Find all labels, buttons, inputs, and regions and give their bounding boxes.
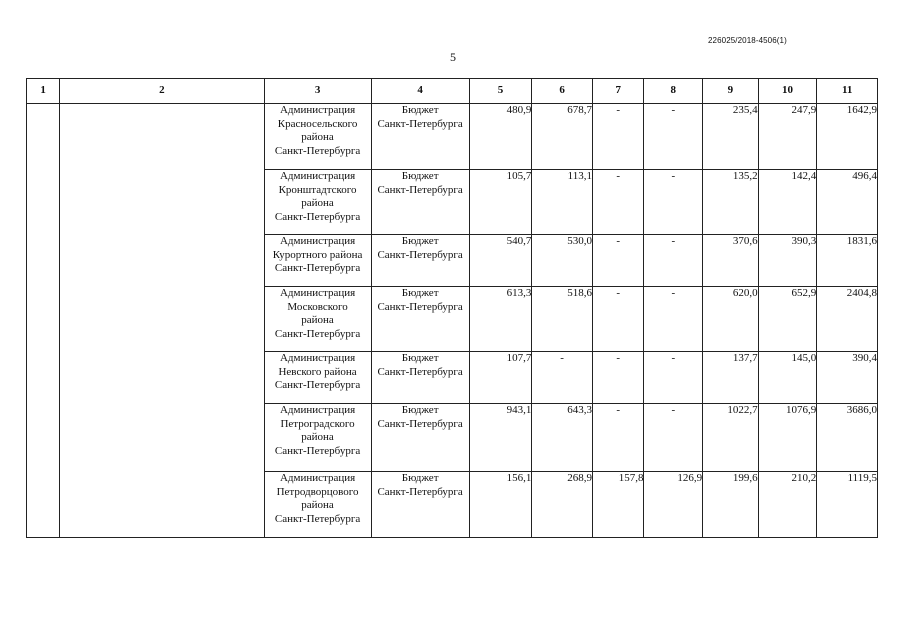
organization-line: Санкт-Петербурга (274, 210, 361, 223)
value-cell-col-6: 268,9 (532, 472, 593, 538)
value-cell-col-6: - (532, 352, 593, 404)
page-number: 5 (450, 50, 456, 64)
organization-cell (264, 104, 371, 170)
value-cell-col-11: 1831,6 (817, 235, 878, 287)
organization-line: района (301, 131, 334, 143)
data-table (26, 78, 878, 538)
table-body (27, 104, 878, 538)
value-cell-col-5: 613,3 (469, 287, 532, 352)
value-cell-col-6: 113,1 (532, 170, 593, 235)
funding-source-cell (371, 104, 469, 170)
value-cell-col-9: 620,0 (703, 287, 759, 352)
column-header-8: 8 (644, 79, 703, 104)
value-cell-col-9: 199,6 (703, 472, 759, 538)
column-header-1: 1 (27, 79, 60, 104)
organization-line: Петроградского (280, 417, 355, 430)
funding-source-line: Бюджет (401, 352, 439, 364)
value-cell-col-7: 157,8 (592, 472, 644, 538)
value-cell-col-9: 135,2 (703, 170, 759, 235)
document-id: 226025/2018-4506(1) (708, 36, 787, 45)
col-1-cell (27, 104, 60, 538)
value-cell-col-8: 126,9 (644, 472, 703, 538)
value-cell-col-11: 2404,8 (817, 287, 878, 352)
column-header-9: 9 (703, 79, 759, 104)
value-cell-col-7: - (592, 352, 644, 404)
column-header-7: 7 (592, 79, 644, 104)
organization-line: Администрация (279, 170, 356, 182)
funding-source-line: Санкт-Петербурга (377, 183, 463, 196)
organization-line: Кронштадтского (278, 183, 357, 196)
value-cell-col-11: 496,4 (817, 170, 878, 235)
organization-line: Администрация (279, 287, 356, 299)
organization-line: Санкт-Петербурга (274, 262, 361, 274)
value-cell-col-5: 156,1 (469, 472, 532, 538)
organization-line: Администрация (279, 352, 356, 364)
value-cell-col-8: - (644, 235, 703, 287)
funding-source-line: Санкт-Петербурга (377, 365, 463, 378)
funding-source-line: Санкт-Петербурга (377, 300, 463, 313)
organization-line: района (301, 197, 334, 209)
organization-line: района (301, 314, 334, 326)
organization-line: Невского района (278, 365, 357, 378)
organization-line: Петродворцового (276, 485, 359, 498)
funding-source-cell (371, 472, 469, 538)
value-cell-col-11: 390,4 (817, 352, 878, 404)
funding-source-line: Бюджет (401, 404, 439, 416)
funding-source-cell (371, 170, 469, 235)
column-header-10: 10 (758, 79, 817, 104)
value-cell-col-5: 943,1 (469, 404, 532, 472)
organization-cell (264, 235, 371, 287)
funding-source-line: Бюджет (401, 287, 439, 299)
organization-line: Санкт-Петербурга (274, 144, 361, 157)
organization-cell (264, 352, 371, 404)
funding-source-line: Санкт-Петербурга (377, 485, 463, 498)
column-header-6: 6 (532, 79, 593, 104)
organization-line: Администрация (279, 235, 356, 247)
organization-line: района (301, 499, 334, 511)
value-cell-col-5: 540,7 (469, 235, 532, 287)
funding-source-line: Бюджет (401, 104, 439, 116)
table-row (27, 104, 878, 170)
value-cell-col-10: 1076,9 (758, 404, 817, 472)
value-cell-col-8: - (644, 170, 703, 235)
column-header-5: 5 (469, 79, 532, 104)
value-cell-col-9: 1022,7 (703, 404, 759, 472)
funding-source-line: Санкт-Петербурга (377, 248, 463, 261)
value-cell-col-7: - (592, 170, 644, 235)
value-cell-col-11: 3686,0 (817, 404, 878, 472)
organization-line: Московского (287, 300, 348, 313)
funding-source-line: Бюджет (401, 472, 439, 484)
value-cell-col-5: 105,7 (469, 170, 532, 235)
header-row (27, 79, 878, 104)
value-cell-col-8: - (644, 287, 703, 352)
funding-source-cell (371, 235, 469, 287)
value-cell-col-9: 370,6 (703, 235, 759, 287)
organization-cell (264, 472, 371, 538)
organization-line: Санкт-Петербурга (274, 379, 361, 391)
value-cell-col-8: - (644, 104, 703, 170)
value-cell-col-7: - (592, 235, 644, 287)
column-header-4: 4 (371, 79, 469, 104)
value-cell-col-6: 530,0 (532, 235, 593, 287)
value-cell-col-10: 210,2 (758, 472, 817, 538)
funding-source-line: Бюджет (401, 235, 439, 247)
organization-line: Санкт-Петербурга (274, 444, 361, 457)
organization-cell (264, 170, 371, 235)
column-header-11: 11 (817, 79, 878, 104)
value-cell-col-6: 643,3 (532, 404, 593, 472)
organization-line: Санкт-Петербурга (274, 512, 361, 525)
value-cell-col-11: 1642,9 (817, 104, 878, 170)
column-header-3: 3 (264, 79, 371, 104)
organization-cell (264, 287, 371, 352)
funding-source-line: Бюджет (401, 170, 439, 182)
column-header-2: 2 (60, 79, 264, 104)
value-cell-col-10: 145,0 (758, 352, 817, 404)
organization-line: Курортного района (272, 248, 363, 261)
value-cell-col-7: - (592, 404, 644, 472)
organization-cell (264, 404, 371, 472)
funding-source-cell (371, 352, 469, 404)
value-cell-col-9: 137,7 (703, 352, 759, 404)
organization-line: Администрация (279, 472, 356, 484)
value-cell-col-6: 518,6 (532, 287, 593, 352)
value-cell-col-7: - (592, 287, 644, 352)
organization-line: Санкт-Петербурга (274, 327, 361, 340)
funding-source-cell (371, 404, 469, 472)
value-cell-col-10: 390,3 (758, 235, 817, 287)
organization-line: района (301, 431, 334, 443)
value-cell-col-10: 652,9 (758, 287, 817, 352)
funding-source-cell (371, 287, 469, 352)
value-cell-col-10: 247,9 (758, 104, 817, 170)
funding-source-line: Санкт-Петербурга (377, 417, 463, 430)
organization-line: Красносельского (277, 117, 358, 130)
value-cell-col-5: 107,7 (469, 352, 532, 404)
value-cell-col-11: 1119,5 (817, 472, 878, 538)
value-cell-col-9: 235,4 (703, 104, 759, 170)
value-cell-col-7: - (592, 104, 644, 170)
value-cell-col-6: 678,7 (532, 104, 593, 170)
organization-line: Администрация (279, 404, 356, 416)
value-cell-col-8: - (644, 352, 703, 404)
funding-source-line: Санкт-Петербурга (377, 117, 463, 130)
organization-line: Администрация (279, 104, 356, 116)
value-cell-col-5: 480,9 (469, 104, 532, 170)
value-cell-col-8: - (644, 404, 703, 472)
col-2-cell (60, 104, 264, 538)
value-cell-col-10: 142,4 (758, 170, 817, 235)
